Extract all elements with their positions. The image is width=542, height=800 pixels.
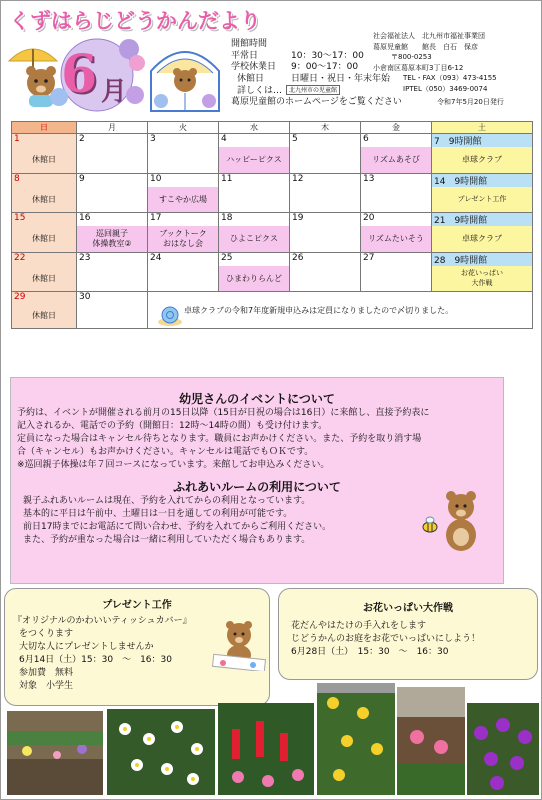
hours-value: 日曜日・祝日・年末年始 [291,73,391,84]
week-number-row [12,252,533,266]
date-number: 23 [77,252,148,266]
room-line: また、予約が重なった場合は一緒に利用していただく場合もあります。 [23,535,311,545]
date-number: 24 [148,252,219,266]
date-number: 22 [12,252,77,266]
date-number: 11 [219,173,290,187]
date-number: 1 [12,134,77,148]
calendar-event: リズムあそび [361,147,432,173]
events-line: 記入されるか、電話での予約（開館日：12時～14時の間）も受け付けます。 [17,421,328,431]
day-header-mon: 月 [77,122,148,134]
calendar-event: プレゼント工作 [432,187,533,213]
flower-photo [317,683,395,795]
calendar-event: 巡回親子 体操教室② [77,226,148,252]
org-line: 社会福祉法人 北九州市福祉事業団 [373,32,485,40]
calendar-event [361,266,432,292]
week-event-row [12,187,533,213]
month-number: 6 [61,44,98,105]
day-header-sat: 土 [432,122,533,134]
flower-photo [107,709,215,795]
present-line: 6月14日（土）15：30 ～ 16：30 [19,655,172,665]
calendar-event: 卓球クラブ [432,226,533,252]
week-number-row [12,213,533,227]
org-line: TEL・FAX（093）473-4155 [403,74,497,82]
hours-value: 10：30～17：00 [291,50,364,61]
calendar-event: 休館日 [12,266,77,292]
calendar-event [290,266,361,292]
date-number: 29 [12,292,77,303]
hours-value: 9：00～17：00 [291,62,359,72]
date-number: 25 [219,252,290,266]
week-event-row [12,147,533,173]
date-number: 2 [77,134,148,148]
homepage-note: 葛原児童館のホームページをご覧ください [231,97,402,107]
flower-line: じどうかんのお庭をお花でいっぱいにしよう！ [291,634,481,644]
calendar-event [361,187,432,213]
calendar-event: ハッピーピクス [219,147,290,173]
date-number: 5 [290,134,361,148]
window-bear-illustration [141,41,229,115]
calendar-event: ひよこピクス [219,226,290,252]
calendar-table [11,121,533,329]
details-box: 北九州市の児童館 [286,85,340,95]
calendar-event: リズムたいそう [361,226,432,252]
week-event-row [12,226,533,252]
bear-drawing-illustration [209,619,271,671]
events-line: 定員になった場合はキャンセル待ちとなります。職員にお声かけください。また、予約を取り消す場 [17,434,422,444]
date-number: 27 [361,252,432,266]
flower-text [291,620,537,659]
present-line: 『オリジナルのかわいいティッシュカバー』 [13,616,192,626]
org-line: IPTEL（050）3469-0074 [403,84,488,93]
events-line: ※巡回親子体操は年７回コースになっています。来館してお申込みください。 [17,460,330,470]
calendar-event: ひまわりらんど [219,266,290,292]
notice-text: 卓球クラブの令和7年度新規申込みは定員になりましたので〆切りました。 [184,305,454,315]
day-header-thu: 木 [290,122,361,134]
day-header-wed: 水 [219,122,290,134]
month-suffix: 月 [101,77,128,107]
flower-line: 6月28日（土） 15：30 ～ 16：30 [291,647,449,657]
calendar-event: お花いっぱい 大作戦 [432,266,533,292]
calendar-event [290,187,361,213]
date-number: 14 9時開館 [432,173,533,187]
date-number: 30 [77,292,148,303]
calendar-event: 卓球クラブ [432,147,533,173]
date-number: 12 [290,173,361,187]
present-line: 大切な人にプレゼントしませんか [19,642,154,652]
present-line: をつくります [19,629,74,639]
hours-key: 開館時間 [231,39,268,49]
date-number: 10 [148,173,219,187]
calendar-event [77,147,148,173]
flower-event-box [278,588,538,680]
issue-date: 令和7年5月20日発行 [437,98,504,106]
week-number-row [12,292,533,303]
date-number: 13 [361,173,432,187]
flower-photo [7,711,103,795]
date-number: 20 [361,213,432,227]
calendar-event [290,226,361,252]
calendar-event [290,147,361,173]
calendar-event: ブックトーク おはなし会 [148,226,219,252]
room-line: 基本的に平日は午前中、土曜日は一日を通しての利用が可能です。 [23,509,293,519]
flower-line: 花だんやはたけの手入れをします [291,621,427,631]
date-number: 9 [77,173,148,187]
present-line: 参加費 無料 [19,668,74,678]
table-tennis-notice [148,305,532,316]
calendar-event [148,147,219,173]
events-line: 予約は、イベントが開催される前月の15日以降（15日が日祝の場合は16日）に来館し、直接予約表に [17,408,430,418]
day-header-fri: 金 [361,122,432,134]
week-event-row [12,266,533,292]
day-header-sun: 日 [12,122,77,134]
hours-key: 平常日 [231,50,259,61]
flower-heading: お花いっぱい大作戦 [363,603,453,614]
calendar-event [77,266,148,292]
bear-bee-illustration [419,489,489,553]
date-number: 17 [148,213,219,227]
date-number: 3 [148,134,219,148]
date-number: 21 9時開館 [432,213,533,227]
hours-key: 学校休業日 [231,62,277,72]
day-header-tue: 火 [148,122,219,134]
events-line: 合（キャンセル）もお声かけください。キャンセルは電話でもＯＫです。 [17,447,314,457]
date-number: 8 [12,173,77,187]
room-line: 親子ふれあいルームは現在、予約を入れてからの利用となっています。 [23,496,311,506]
events-heading: 幼児さんのイベントについて [179,392,335,406]
date-number: 7 9時開館 [432,134,533,148]
week-number-row [12,173,533,187]
calendar-event [219,187,290,213]
calendar-event [77,187,148,213]
calendar-event: 休館日 [12,147,77,173]
snail-icon [156,305,182,327]
date-number: 6 [361,134,432,148]
calendar-notice-cell [148,292,533,329]
calendar-event: 休館日 [12,303,77,329]
date-number: 26 [290,252,361,266]
week-number-row [12,134,533,148]
hours-key: 休館日 [237,73,265,84]
room-line: 前日17時までにお電話にて問い合わせ、予約を入れてからご利用ください。 [23,522,332,532]
date-number: 18 [219,213,290,227]
date-number: 19 [290,213,361,227]
month-label [61,45,141,105]
date-number: 28 9時開館 [432,252,533,266]
flower-photo [218,703,314,795]
calendar-event: 休館日 [12,226,77,252]
present-heading: プレゼント工作 [102,600,172,611]
org-line: 〒800-0253 [391,53,432,61]
org-line: 葛原児童館 館長 白石 保彦 [373,42,478,51]
calendar-header-row [12,122,533,134]
calendar-event [148,266,219,292]
date-number: 16 [77,213,148,227]
calendar-event [77,303,148,329]
calendar-event: 休館日 [12,187,77,213]
details-label: 詳しくは… [237,85,283,96]
flower-photos [5,681,539,797]
flower-photo [397,687,465,795]
date-number: 4 [219,134,290,148]
date-number: 15 [12,213,77,227]
organization-info [373,31,497,94]
calendar-event: すこやか広場 [148,187,219,213]
org-line: 小倉南区葛原本町3丁目6-12 [373,63,464,72]
newsletter-title: くずはらじどうかんだより [9,9,261,33]
present-line: 対象 小学生 [19,681,74,691]
flower-photo [467,703,539,795]
room-heading: ふれあいルームの利用について [173,480,341,494]
